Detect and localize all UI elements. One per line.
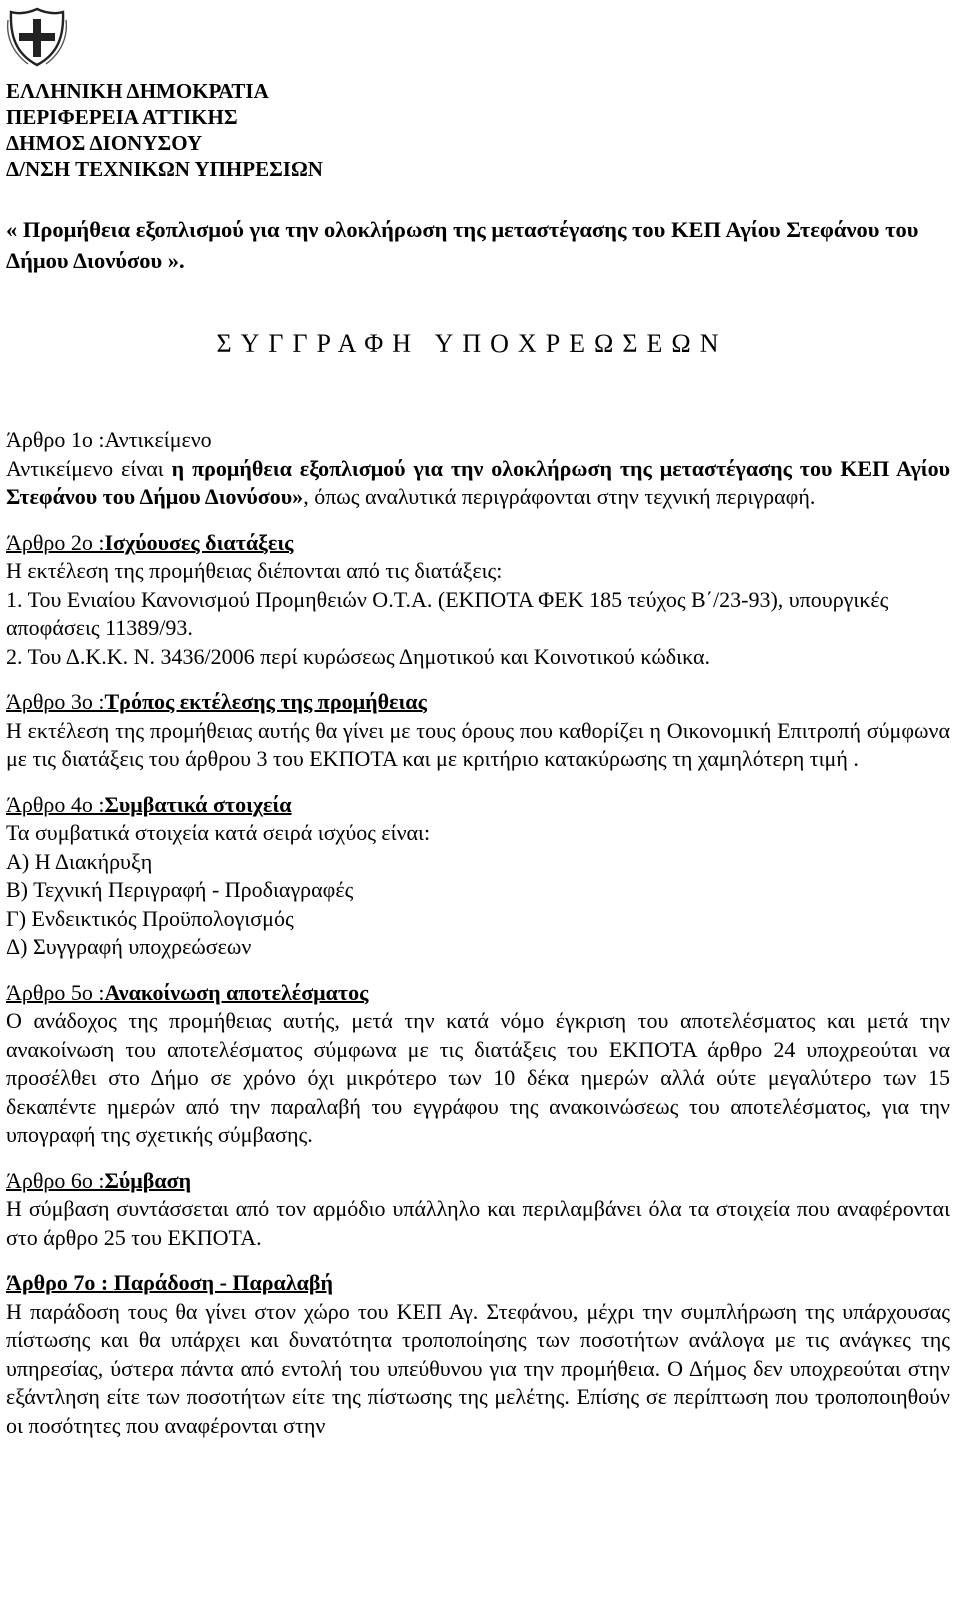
article-name: Ανακοίνωση αποτελέσματος (104, 979, 369, 1005)
article-number: Άρθρο 1ο : (6, 427, 105, 452)
article-5 (6, 979, 950, 1150)
article-text: Η παράδοση τους θα γίνει στον χώρο του ΚΕΠ Αγ. Στεφάνου, μέχρι την συμπλήρωση της υπάρχουσας πίστωσης και θα υπάρχει και δυνατότητα τροποποίησης των ποσοτήτων ανάλογα με τις ανάγκες της υπηρεσίας, ύστερα πάντα από εντολή του υπεύθυνου για την προμήθεια. Ο Δήμος δεν υποχρεούται στην εξάντληση είτε των ποσοτήτων είτε της πίστωσης της μελέτης. Επίσης σε περίπτωση που τροποποιηθούν οι ποσότητες που αναφέρονται στην (6, 1298, 950, 1438)
article-text: Η σύμβαση συντάσσεται από τον αρμόδιο υπάλληλο και περιλαμβάνει όλα τα στοιχεία που αναφέρονται στο άρθρο 25 του ΕΚΠΟΤΑ. (6, 1196, 950, 1250)
header-line: Δ/ΝΣΗ ΤΕΧΝΙΚΩΝ ΥΠΗΡΕΣΙΩΝ (6, 157, 323, 181)
article-name: Σύμβαση (104, 1167, 192, 1193)
header-line: ΕΛΛΗΝΙΚΗ ΔΗΜΟΚΡΑΤΙΑ (6, 79, 269, 103)
article-name: Συμβατικά στοιχεία (104, 791, 292, 817)
list-item: Α) Η Διακήρυξη (6, 848, 153, 874)
document-subject: « Προμήθεια εξοπλισμού για την ολοκλήρωση της μεταστέγασης του ΚΕΠ Αγίου Στεφάνου του Δήμου Διονύσου ». (6, 217, 919, 273)
article-heading (6, 979, 950, 1008)
text-run: Αντικείμενο είναι (6, 455, 172, 481)
article-name: Αντικείμενο (104, 427, 212, 452)
article-line: Η εκτέλεση της προμήθειας διέπονται από τις διατάξεις: (6, 558, 503, 583)
article-heading (6, 426, 950, 455)
article-number: Άρθρο 6ο : (6, 1167, 105, 1193)
greek-coat-of-arms-icon (6, 6, 68, 68)
text-run-bold: η προμήθεια εξοπλισμού για την ολοκλήρωση της μεταστέγασης του ΚΕΠ Αγίου Στεφάνου του Δήμου Διονύσου» (6, 455, 950, 509)
article-3 (6, 688, 950, 774)
article-number: Άρθρο 3ο : (6, 689, 105, 714)
article-1 (6, 426, 950, 512)
article-6 (6, 1167, 950, 1253)
article-heading (6, 791, 950, 820)
article-heading (6, 688, 950, 717)
text-run: , όπως αναλυτικά περιγράφονται στην τεχνική περιγραφή. (303, 484, 816, 509)
article-line: 1. Του Ενιαίου Κανονισμού Προμηθειών Ο.Τ.Α. (ΕΚΠΟΤΑ ΦΕΚ 185 τεύχος Β΄/23-93), υπουργικές αποφάσεις 11389/93. (6, 586, 889, 640)
article-4 (6, 791, 950, 962)
article-number: Άρθρο 5ο : (6, 979, 105, 1005)
article-number: Άρθρο 7ο : (6, 1270, 114, 1295)
article-2 (6, 529, 950, 672)
article-name: Παράδοση - Παραλαβή (113, 1270, 334, 1295)
document-body (6, 426, 950, 1457)
document-title: ΣΥΓΓΡΑΦΗ ΥΠΟΧΡΕΩΣΕΩΝ (216, 329, 728, 358)
article-heading (6, 529, 950, 558)
article-name: Ισχύουσες διατάξεις (104, 529, 294, 555)
article-text: Η εκτέλεση της προμήθειας αυτής θα γίνει με τους όρους που καθορίζει η Οικονομική Επιτροπή σύμφωνα με τις διατάξεις του άρθρου 3 του ΕΚΠΟΤΑ και με κριτήριο κατακύρωσης τη χαμηλότερη τιμή . (6, 717, 950, 771)
article-line: Τα συμβατικά στοιχεία κατά σειρά ισχύος είναι: (6, 820, 431, 845)
header-line: ΠΕΡΙΦΕΡΕΙΑ ΑΤΤΙΚΗΣ (6, 105, 238, 129)
list-item: Δ) Συγγραφή υποχρεώσεων (6, 934, 252, 959)
article-line: 2. Του Δ.Κ.Κ. Ν. 3436/2006 περί κυρώσεως Δημοτικού και Κοινοτικού κώδικα. (6, 643, 711, 669)
article-7 (6, 1269, 950, 1440)
article-number: Άρθρο 4ο : (6, 791, 105, 817)
header-line: ΔΗΜΟΣ ΔΙΟΝΥΣΟΥ (6, 131, 203, 155)
article-text: Ο ανάδοχος της προμήθειας αυτής, μετά την κατά νόμο έγκριση του αποτελέσματος και μετά την ανακοίνωση του αποτελέσματος σύμφωνα με τις διατάξεις του ΕΚΠΟΤΑ άρθρο 24 υποχρεούται να προσέλθει στο Δήμο σε χρόνο όχι μικρότερο των 10 δέκα ημερών αλλά ούτε μεγαλύτερο των 15 δεκαπέντε ημερών από την παραλαβή του εγγράφου της ανακοινώσεως του αποτελέσματος, για την υπογραφή της σχετικής σύμβασης. (6, 1008, 950, 1147)
article-heading (6, 1269, 950, 1298)
article-text (6, 455, 950, 512)
article-heading (6, 1167, 950, 1196)
article-name: Τρόπος εκτέλεσης της προμήθειας (104, 689, 427, 714)
list-item: Γ) Ενδεικτικός Προϋπολογισμός (6, 905, 294, 931)
list-item: Β) Τεχνική Περιγραφή - Προδιαγραφές (6, 877, 354, 902)
issuer-header (6, 78, 323, 182)
article-number: Άρθρο 2ο : (6, 529, 105, 555)
